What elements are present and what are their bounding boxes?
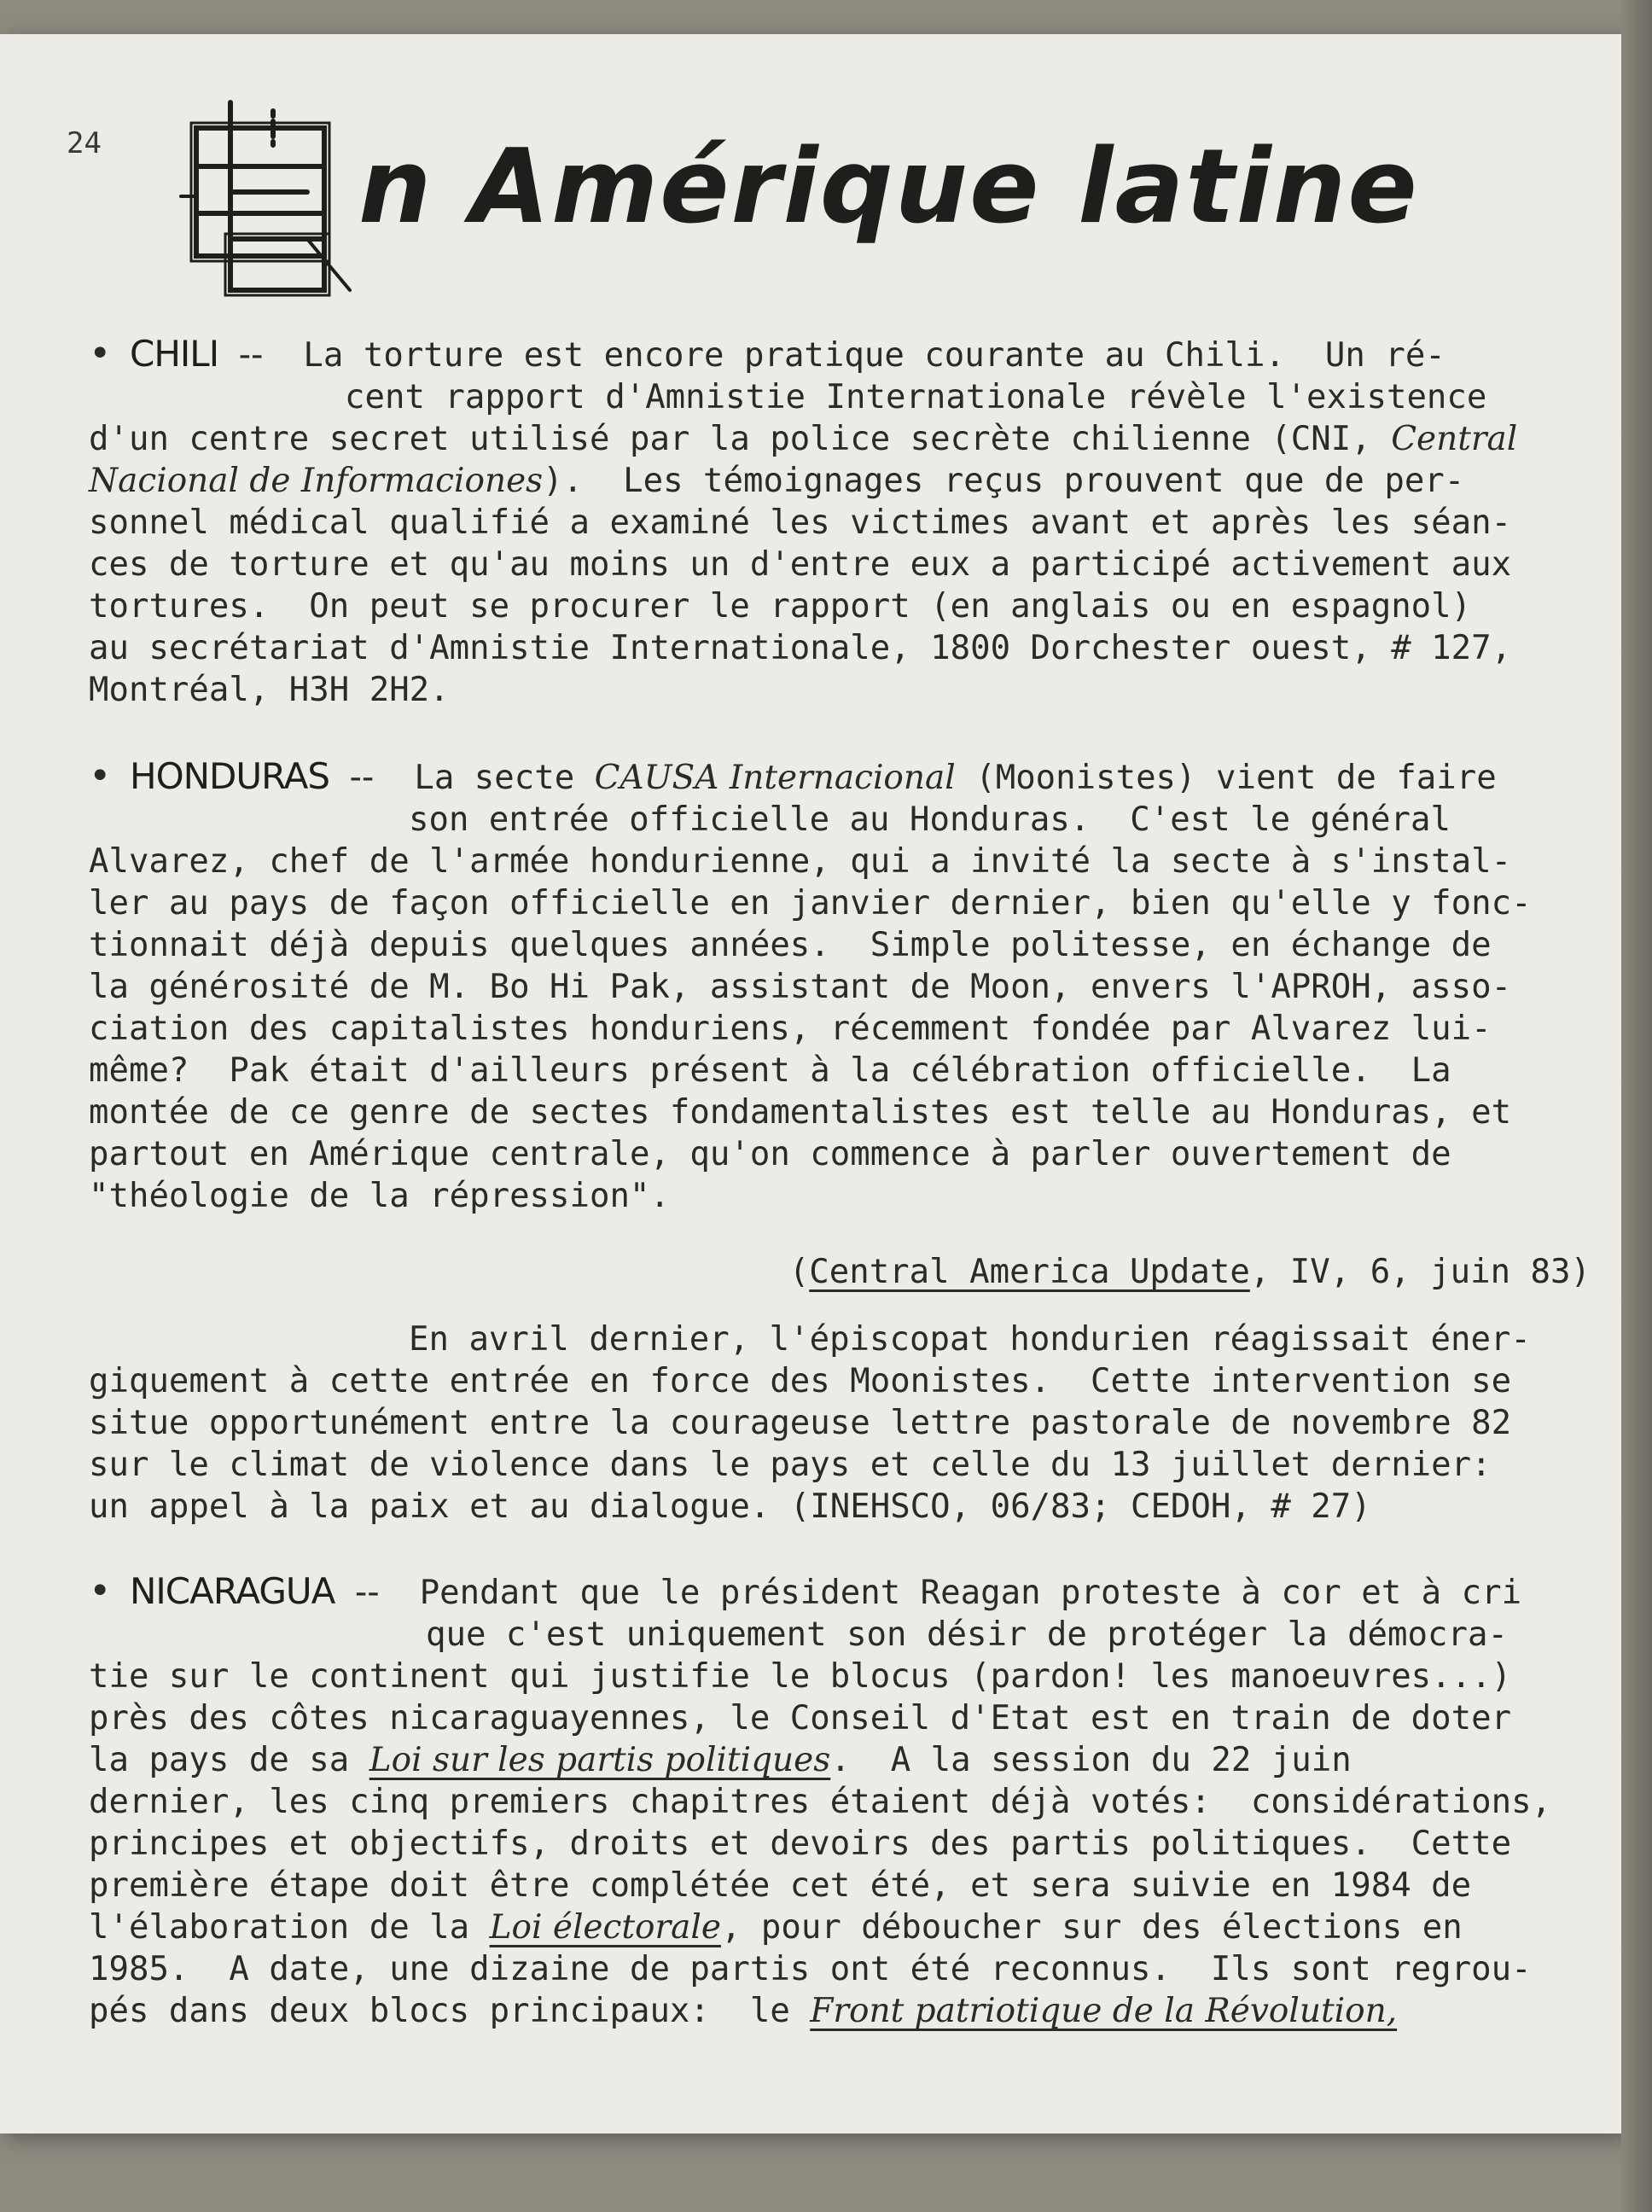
nicaragua-line — [89, 1739, 1591, 1781]
article-honduras — [89, 755, 1591, 1528]
nicaragua-line: que c'est uniquement son désir de protéger la démocra- — [426, 1615, 1508, 1654]
honduras-para2-line: situe opportunément entre la courageuse lettre pastorale de novembre 82 — [89, 1404, 1512, 1442]
honduras-para2-line: En avril dernier, l'épiscopat hondurien réagissait éner- — [409, 1320, 1531, 1359]
page-edge-shadow — [1621, 0, 1652, 2212]
chili-line — [89, 460, 1591, 502]
honduras-italic-causa: CAUSA Internacional — [594, 759, 956, 797]
honduras-lead-line — [89, 755, 1591, 799]
honduras-line: "théologie de la répression". — [89, 1177, 670, 1215]
chili-dash: -- — [238, 335, 264, 375]
nicaragua-line-text: . A la session du 22 juin — [830, 1741, 1352, 1779]
chili-line-text: ). Les témoignages reçus prouvent que de per- — [543, 462, 1465, 500]
honduras-lead-text: La secte — [414, 759, 595, 797]
article-chili — [89, 333, 1591, 711]
title-text: n Amérique latine — [358, 128, 1419, 247]
document-page — [0, 34, 1621, 2133]
chili-line: sonnel médical qualifié a examiné les victimes avant et après les séan- — [89, 504, 1512, 542]
honduras-para2-line: giquement à cette entrée en force des Moonistes. Cette intervention se — [89, 1362, 1512, 1400]
honduras-dash: -- — [349, 758, 375, 797]
nicaragua-line — [89, 1990, 1591, 2032]
page-title — [179, 85, 1419, 307]
nicaragua-electoral-law: Loi électorale — [489, 1908, 721, 1947]
honduras-line: partout en Amérique centrale, qu'on commence à parler ouvertement de — [89, 1135, 1451, 1173]
nicaragua-heading: NICARAGUA — [130, 1570, 335, 1612]
honduras-heading: HONDURAS — [130, 755, 330, 797]
nicaragua-line-text: , pour déboucher sur des élections en — [720, 1908, 1463, 1947]
honduras-line: ler au pays de façon officielle en janvier dernier, bien qu'elle y fonc- — [89, 884, 1532, 923]
letter-e-logo-icon — [179, 94, 367, 307]
nicaragua-line-text: pés dans deux blocs principaux: le — [89, 1992, 811, 2030]
source-text: , IV, 6, juin 83) — [1249, 1253, 1591, 1291]
bullet-icon: • — [89, 1569, 112, 1613]
chili-italic-nacional: Nacional de Informaciones — [89, 462, 544, 500]
chili-line — [89, 418, 1591, 460]
chili-line: tortures. On peut se procurer le rapport (en anglais ou en espagnol) — [89, 587, 1472, 626]
chili-line-text: d'un centre secret utilisé par la police secrète chilienne (CNI, — [89, 420, 1392, 458]
nicaragua-line: 1985. A date, une dizaine de partis ont été reconnus. Ils sont regrou- — [89, 1950, 1532, 1988]
chili-line: ces de torture et qu'au moins un d'entre eux a participé activement aux — [89, 545, 1512, 584]
source-title: Central America Update — [809, 1253, 1250, 1291]
article-nicaragua — [89, 1570, 1591, 2032]
nicaragua-line: dernier, les cinq premiers chapitres étaient déjà votés: considérations, — [89, 1783, 1552, 1821]
honduras-line: Alvarez, chef de l'armée hondurienne, qui a invité la secte à s'instal- — [89, 842, 1512, 881]
nicaragua-line — [89, 1906, 1591, 1948]
honduras-line: tionnait déjà depuis quelques années. Simple politesse, en échange de — [89, 926, 1492, 964]
chili-line: Montréal, H3H 2H2. — [89, 671, 450, 709]
bullet-icon: • — [89, 332, 112, 375]
honduras-line: la générosité de M. Bo Hi Pak, assistant de Moon, envers l'APROH, asso- — [89, 968, 1512, 1006]
nicaragua-line-text: l'élaboration de la — [89, 1908, 490, 1947]
nicaragua-line: tie sur le continent qui justifie le blocus (pardon! les manoeuvres...) — [89, 1657, 1512, 1696]
nicaragua-lead-line — [89, 1570, 1591, 1614]
chili-italic-central: Central — [1391, 420, 1518, 458]
honduras-line: montée de ce genre de sectes fondamentalistes est telle au Honduras, et — [89, 1093, 1512, 1132]
chili-lead-line — [89, 333, 1591, 376]
nicaragua-line: première étape doit être complétée cet été, et sera suivie en 1984 de — [89, 1866, 1472, 1905]
honduras-source-citation — [89, 1251, 1591, 1293]
nicaragua-dash: -- — [354, 1573, 380, 1612]
honduras-para2-line: un appel à la paix et au dialogue. (INEHSCO, 06/83; CEDOH, # 27) — [89, 1487, 1371, 1526]
honduras-line: ciation des capitalistes honduriens, récemment fondée par Alvarez lui- — [89, 1010, 1492, 1048]
honduras-para2-line: sur le climat de violence dans le pays et celle du 13 juillet dernier: — [89, 1446, 1492, 1484]
honduras-lead-text: (Moonistes) vient de faire — [955, 759, 1497, 797]
nicaragua-line-text: la pays de sa — [89, 1741, 369, 1779]
chili-line: au secrétariat d'Amnistie Internationale, 1800 Dorchester ouest, # 127, — [89, 629, 1512, 667]
nicaragua-line: près des côtes nicaraguayennes, le Conseil d'Etat est en train de doter — [89, 1699, 1512, 1738]
nicaragua-line: principes et objectifs, droits et devoirs des partis politiques. Cette — [89, 1825, 1512, 1863]
page-number: 24 — [67, 126, 102, 160]
nicaragua-line: Pendant que le président Reagan proteste à cor et à cri — [419, 1574, 1522, 1612]
bullet-icon: • — [89, 754, 112, 798]
honduras-line: même? Pak était d'ailleurs présent à la célébration officielle. La — [89, 1051, 1451, 1090]
honduras-line: son entrée officielle au Honduras. C'est le général — [409, 800, 1451, 839]
chili-line: cent rapport d'Amnistie Internationale révèle l'existence — [345, 378, 1487, 416]
chili-heading: CHILI — [130, 333, 219, 375]
nicaragua-front-patriotique: Front patriotique de la Révolution, — [810, 1992, 1398, 2030]
chili-line: La torture est encore pratique courante au Chili. Un ré- — [303, 336, 1446, 375]
source-text: ( — [788, 1253, 810, 1291]
nicaragua-law-parties: Loi sur les partis politiques — [369, 1741, 831, 1779]
